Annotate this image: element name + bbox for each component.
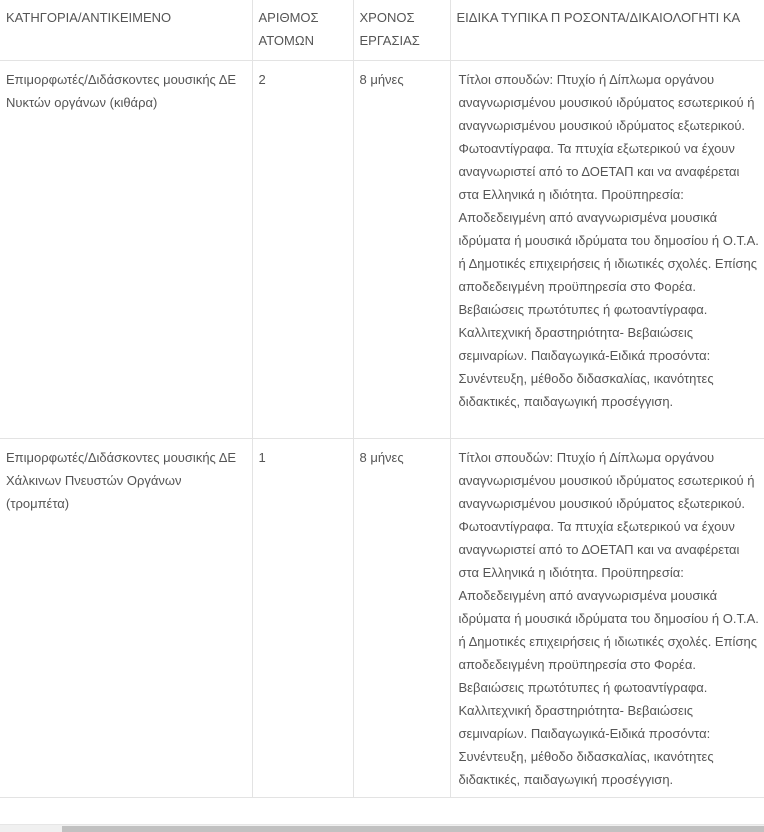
cell-qualifications: Τίτλοι σπουδών: Πτυχίο ή Δίπλωμα οργάνου αναγνωρισμένου μουσικού ιδρύματος εσωτερικού ή αναγνωρισμένου μουσικού ιδρύματος εξωτερικού. Φωτοαντίγραφα. Τα πτυχία εξωτερικού να έχουν αναγνωριστεί από το ΔΟΕΤΑΠ και να αναφέρεται στα Ελληνικά η ιδιότητα. Προϋπηρεσία: Αποδεδειγμένη από αναγνωρισμένα μουσικά ιδρύματα ή μουσικά ιδρύματα του δημοσίου ή Ο.Τ.Α. ή Δημοτικές επιχειρήσεις ή ιδιωτικές σχολές. Επίσης αποδεδειγμένη προϋπηρεσία στο Φορέα. Βεβαιώσεις πρωτότυπες ή φωτοαντίγραφα. Καλλιτεχνική δραστηριότητα- Βεβαιώσεις σεμιναρίων. Παιδαγωγικά-Ειδικά προσόντα: Συνέντευξη, μέθοδο διδασκαλίας, ικανότητες διδακτικές, παιδαγωγική προσέγγιση. (450, 439, 764, 798)
scrollbar-thumb[interactable] (62, 826, 764, 832)
header-qualifications: ΕΙΔΙΚΑ ΤΥΠΙΚΑ Π ΡΟΣΟΝΤΑ/ΔΙΚΑΙΟΛΟΓΗΤΙ ΚΑ (450, 0, 764, 61)
horizontal-scrollbar[interactable] (0, 824, 764, 832)
table-header-row (0, 0, 764, 61)
cell-persons: 1 (252, 439, 353, 798)
header-duration: ΧΡΟΝΟΣ ΕΡΓΑΣΙΑΣ (353, 0, 450, 61)
cell-category: Επιμορφωτές/Διδάσκοντες μουσικής ΔΕ Χάλκινων Πνευστών Οργάνων (τρομπέτα) (0, 439, 252, 798)
cell-category: Επιμορφωτές/Διδάσκοντες μουσικής ΔΕ Νυκτών οργάνων (κιθάρα) (0, 61, 252, 439)
table-row (0, 439, 764, 798)
table-row (0, 61, 764, 439)
cell-duration: 8 μήνες (353, 439, 450, 798)
header-persons: ΑΡΙΘΜΟΣ ΑΤΟΜΩΝ (252, 0, 353, 61)
header-category: ΚΑΤΗΓΟΡΙΑ/ΑΝΤΙΚΕΙΜΕΝΟ (0, 0, 252, 61)
cell-qualifications: Τίτλοι σπουδών: Πτυχίο ή Δίπλωμα οργάνου αναγνωρισμένου μουσικού ιδρύματος εσωτερικού ή αναγνωρισμένου μουσικού ιδρύματος εξωτερικού. Φωτοαντίγραφα. Τα πτυχία εξωτερικού να έχουν αναγνωριστεί από το ΔΟΕΤΑΠ και να αναφέρεται στα Ελληνικά η ιδιότητα. Προϋπηρεσία: Αποδεδειγμένη από αναγνωρισμένα μουσικά ιδρύματα ή μουσικά ιδρύματα του δημοσίου ή Ο.Τ.Α. ή Δημοτικές επιχειρήσεις ή ιδιωτικές σχολές. Επίσης αποδεδειγμένη προϋπηρεσία στο Φορέα. Βεβαιώσεις πρωτότυπες ή φωτοαντίγραφα. Καλλιτεχνική δραστηριότητα- Βεβαιώσεις σεμιναρίων. Παιδαγωγικά-Ειδικά προσόντα: Συνέντευξη, μέθοδο διδασκαλίας, ικανότητες διδακτικές, παιδαγωγική προσέγγιση. (450, 61, 764, 439)
cell-duration: 8 μήνες (353, 61, 450, 439)
cell-persons: 2 (252, 61, 353, 439)
